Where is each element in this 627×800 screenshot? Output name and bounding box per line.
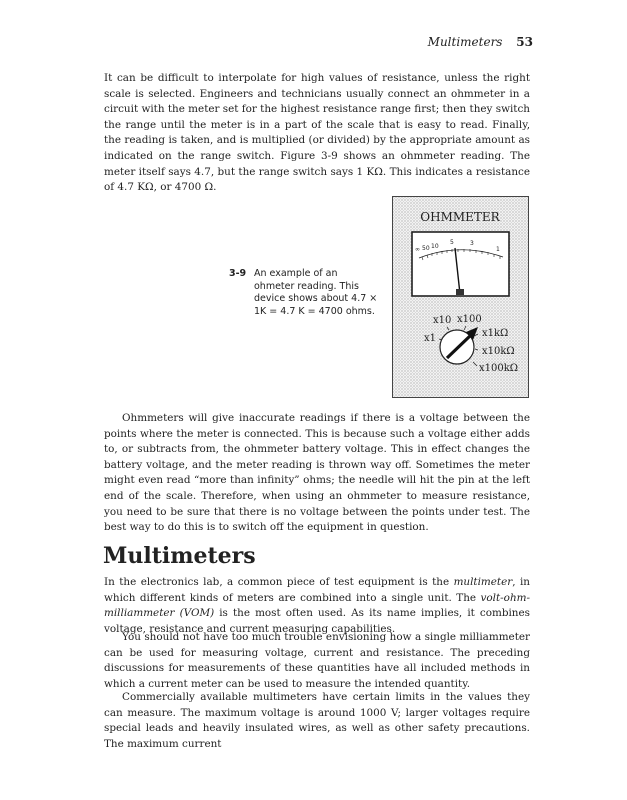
ohmmeter-figure	[392, 196, 529, 398]
paragraph-limits: Commercially available multimeters have certain limits in the values they can measure. The maximum voltage is around 1000 V; larger voltages require special leads and heavily insulated wires, as well as other safety precautions. The maximum current	[104, 691, 530, 750]
page-number: 53	[516, 35, 533, 49]
text-run: In the electronics lab, a common piece of test equipment is the	[104, 576, 454, 588]
range-label-x1: x1	[424, 333, 437, 344]
figure-number: 3-9	[229, 268, 247, 279]
range-label-x100k: x100kΩ	[479, 363, 519, 374]
figure-caption	[229, 268, 379, 318]
paragraph-multimeter-intro	[104, 575, 530, 637]
paragraph-inaccurate-readings: Ohmmeters will give inaccurate readings if there is a voltage between the points where the meter is connected. This is because such a voltage either adds to, or subtracts from, the ohmmeter battery voltage. This in effect changes the battery voltage, and the meter reading is thrown way off. Sometimes the meter might even read “more than infinity” ohms; the needle will hit the pin at the left end of the scale. Therefore, when using an ohmmeter to measure resistance, you need to be sure that there is no voltage between the points under test. The best way to do this is to switch off the equipment in question.	[104, 412, 530, 534]
scale-label-5: 5	[450, 239, 454, 246]
range-label-x100: x100	[457, 314, 482, 325]
scale-label-3: 3	[470, 240, 474, 247]
section-heading: Multimeters	[103, 543, 256, 569]
figure-caption-text: An example of an ohmeter reading. This device shows about 4.7 × 1K = 4.7 K = 4700 ohms.	[254, 268, 378, 317]
text-run: , in which different kinds of meters are combined into a single unit. The	[104, 576, 530, 604]
range-label-x1k: x1kΩ	[482, 328, 509, 339]
meter-needle-pivot	[456, 289, 464, 295]
scale-label-50: 50	[422, 245, 430, 252]
scale-label-1: 1	[496, 246, 500, 253]
scale-label-infinity: ∞	[415, 246, 420, 253]
text-run: is the most often used. As its name implies, it combines voltage, resistance and current measuring capabilities.	[104, 607, 530, 635]
paragraph-interpolation: It can be difficult to interpolate for high values of resistance, unless the right scale is selected. Engineers and technicians usually connect an ohmmeter in a circuit with the meter set for the highest resistance range first; then they switch the range until the meter is in a part of the scale that is easy to read. Finally, the reading is taken, and is multiplied (or divided) by the appropriate amount as indicated on the range switch. Figure 3-9 shows an ohmmeter reading. The meter itself says 4.7, but the range switch says 1 KΩ. This indicates a resistance of 4.7 KΩ, or 4700 Ω.	[104, 72, 530, 194]
scale-label-10: 10	[431, 243, 439, 250]
chapter-title: Multimeters	[427, 35, 503, 49]
term-vom: volt-ohm-milliammeter (VOM)	[104, 591, 530, 620]
meter-window	[412, 232, 509, 296]
term-multimeter: multimeter	[453, 576, 513, 588]
range-label-x10: x10	[433, 315, 452, 326]
running-header	[428, 35, 533, 49]
paragraph-milliammeter: You should not have too much trouble envisioning how a single milliammeter can be used for measuring voltage, current and resistance. The preceding discussions for measurements of these quantities have all included methods in which a current meter can be used to measure the intended quantity.	[104, 631, 530, 690]
meter-title: OHMMETER	[420, 210, 500, 224]
range-label-x10k: x10kΩ	[482, 346, 515, 357]
